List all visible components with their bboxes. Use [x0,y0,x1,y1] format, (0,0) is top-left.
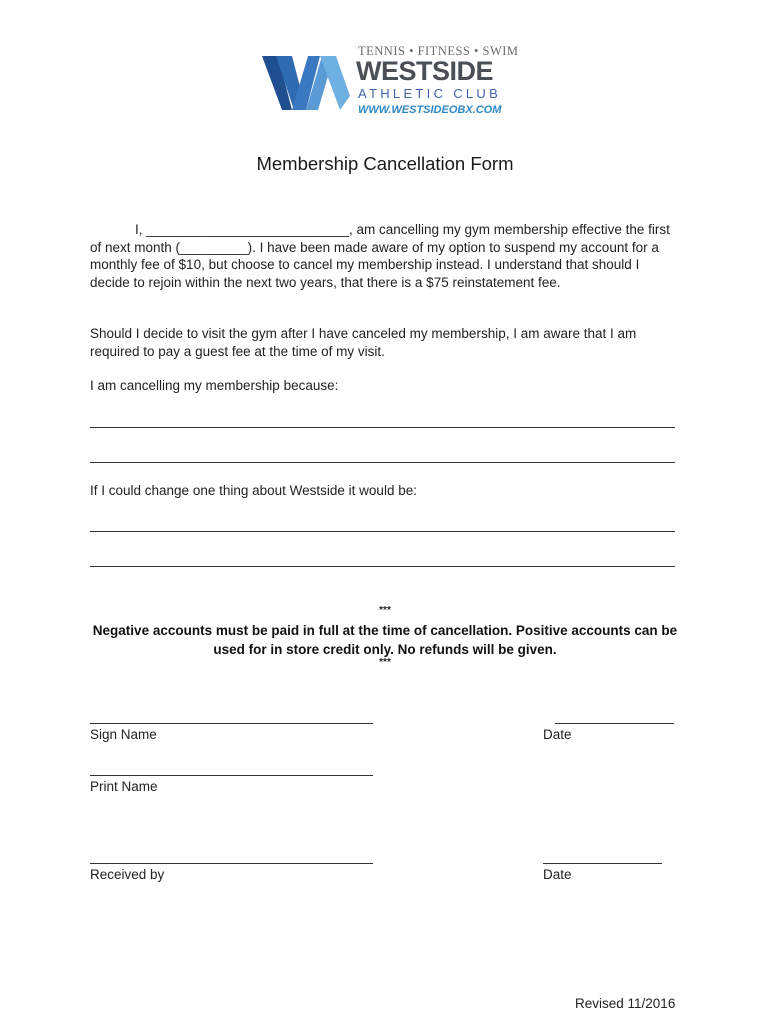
form-title: Membership Cancellation Form [256,153,514,174]
change-answer-line-1[interactable] [90,531,675,532]
received-date-line[interactable] [543,863,662,864]
sign-name-label: Sign Name [90,727,157,742]
payment-notice: Negative accounts must be paid in full at the time of cancellation. Positive accounts can be used for in store credit only. No refunds will be given. [92,623,678,657]
change-answer-line-2[interactable] [90,566,675,567]
logo-name: WESTSIDE [356,56,494,86]
notice-stars-top: *** [379,605,391,616]
sign-name-line[interactable] [90,723,373,724]
received-by-label: Received by [90,867,165,882]
received-date-label: Date [543,867,572,882]
notice-stars-bottom: *** [379,657,391,668]
cancellation-statement-text: I, ___________________________, am cancelling my gym membership effective the first of next month (_________). I have been made aware of my option to suspend my account for a monthly fee of $10, but choose to cancel my membership instead. I understand that should I decide to rejoin within the next two years, that there is a $75 reinstatement fee. [90,222,670,290]
cancellation-statement [90,221,680,291]
received-by-line[interactable] [90,863,373,864]
logo-subtitle: ATHLETIC CLUB [358,86,502,101]
reason-answer-line-1[interactable] [90,427,675,428]
reason-prompt: I am cancelling my membership because: [90,378,339,393]
westside-logo-icon [262,48,352,118]
logo-url: WWW.WESTSIDEOBX.COM [358,104,502,116]
print-name-label: Print Name [90,779,158,794]
print-name-line[interactable] [90,775,373,776]
logo-tagline: TENNIS • FITNESS • SWIM [358,44,519,58]
date-line[interactable] [555,723,674,724]
revision-date: Revised 11/2016 [575,996,676,1011]
reason-answer-line-2[interactable] [90,462,675,463]
guest-fee-statement: Should I decide to visit the gym after I have canceled my membership, I am aware that I am required to pay a guest fee at the time of my visit. [90,326,637,359]
date-label: Date [543,727,572,742]
change-prompt: If I could change one thing about Westside it would be: [90,483,417,498]
